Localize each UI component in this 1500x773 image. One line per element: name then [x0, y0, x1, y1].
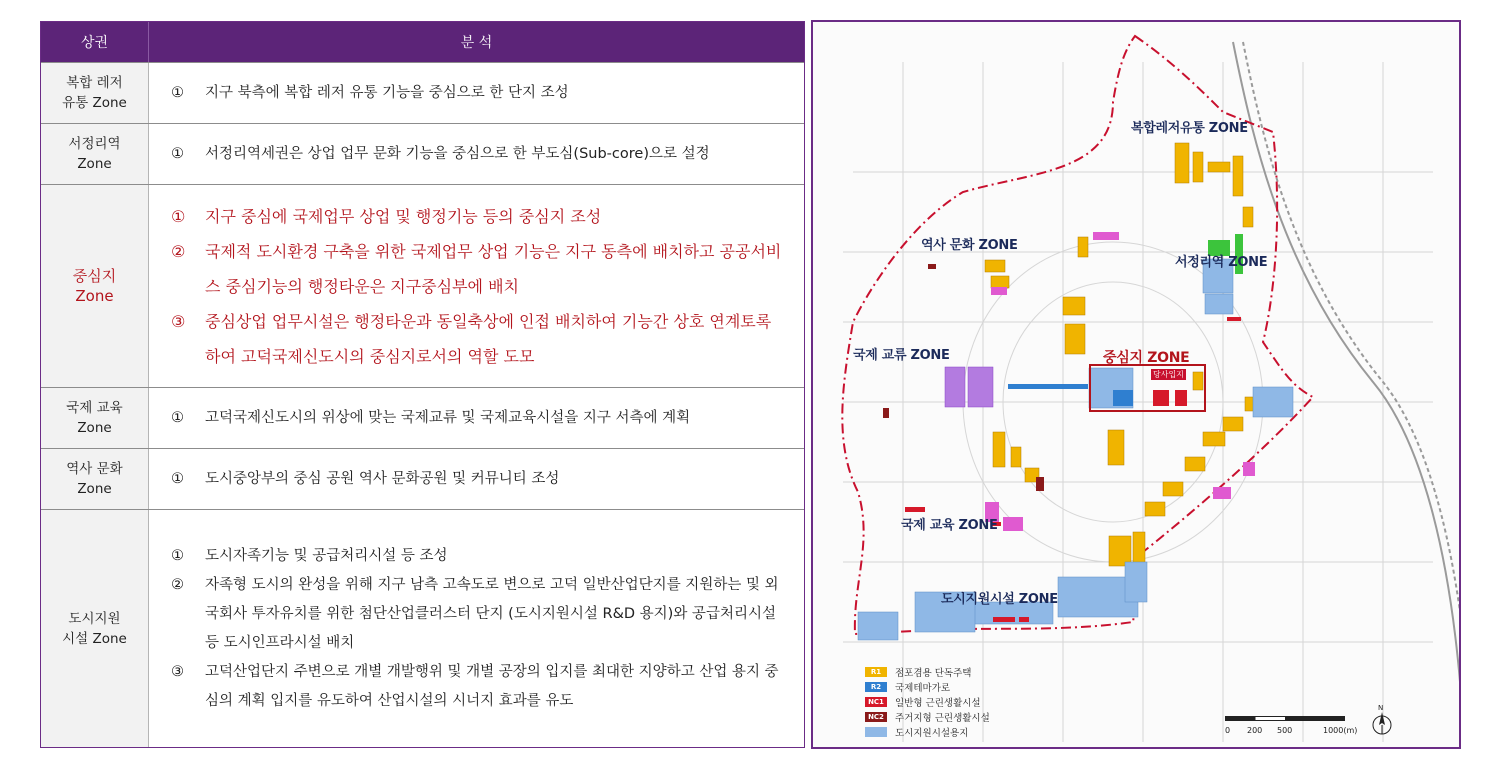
- zone-name-line: Zone: [77, 156, 112, 172]
- zone-cell: [41, 388, 149, 448]
- zone-cell: [41, 510, 149, 747]
- list-item: [171, 658, 782, 716]
- legend-item: [865, 664, 1065, 679]
- list-item: [171, 542, 782, 571]
- zone-name-line: 도시지원: [68, 610, 121, 627]
- zone-name-line: 중심지: [72, 267, 117, 285]
- site-tag: 당사입지: [1153, 370, 1184, 379]
- support-parcels: [858, 259, 1293, 640]
- legend-swatch: R1: [865, 667, 887, 677]
- zone-name-line: Zone: [77, 420, 112, 436]
- item-number: ③: [171, 663, 184, 680]
- analysis-cell: [149, 388, 804, 448]
- zone-name-line: 복합 레저: [66, 75, 123, 91]
- zone-label-support: 도시지원시설 ZONE: [941, 592, 1058, 607]
- list-item: [171, 468, 782, 490]
- zone-name-line: 유통 Zone: [62, 95, 127, 111]
- analysis-cell: [149, 63, 804, 123]
- list-item: [171, 304, 782, 374]
- zone-name-line: 역사 문화: [66, 461, 123, 477]
- item-text: 자족형 도시의 완성을 위해 지구 남측 고속도로 변으로 고덕 일반산업단지를 지원하는 및 외국회사 투자유치를 위한 첨단산업클러스터 단지 (도시지원시설 R&D 용지)와 공급처리시설 등 도시인프라시설 배치: [205, 576, 779, 651]
- zone-name-line: 시설 Zone: [62, 630, 127, 647]
- header-zone: 상권: [41, 22, 149, 62]
- table-row: [41, 509, 804, 747]
- zoning-map: [811, 20, 1461, 749]
- street-grid: [843, 62, 1433, 742]
- legend-swatch: NC1: [865, 697, 887, 707]
- list-item: [171, 407, 782, 429]
- zone-cell: [41, 449, 149, 509]
- item-number: ①: [171, 471, 184, 487]
- list-item: [171, 143, 782, 165]
- item-text: 도시중앙부의 중심 공원 역사 문화공원 및 커뮤니티 조성: [205, 471, 560, 487]
- list-item: [171, 234, 782, 304]
- legend-label: 도시지원시설용지: [895, 727, 969, 739]
- item-text: 국제적 도시환경 구축을 위한 국제업무 상업 기능은 지구 동측에 배치하고 공공서비스 중심기능의 행정타운은 지구중심부에 배치: [205, 241, 782, 296]
- zone-label-station: 서정리역 ZONE: [1175, 255, 1268, 270]
- legend-label: 국제테마가로: [895, 682, 951, 694]
- zone-name-line: 국제 교육: [66, 400, 123, 416]
- item-number: ①: [171, 146, 184, 162]
- table-row: [41, 62, 804, 123]
- table-row: [41, 184, 804, 387]
- legend-label: 주거지형 근린생활시설: [895, 712, 990, 724]
- north-label: N: [1378, 704, 1384, 712]
- legend-item: [865, 694, 1065, 709]
- item-number: ②: [171, 241, 186, 261]
- analysis-table: [40, 21, 805, 748]
- item-text: 지구 중심에 국제업무 상업 및 행정기능 등의 중심지 조성: [205, 206, 602, 226]
- item-number: ②: [171, 576, 184, 593]
- zone-cell: [41, 124, 149, 184]
- item-text: 도시자족기능 및 공급처리시설 등 조성: [205, 547, 448, 564]
- zone-cell: [41, 63, 149, 123]
- table-header: [41, 22, 804, 62]
- legend-item: [865, 724, 1065, 739]
- zone-label-history: 역사 문화 ZONE: [921, 238, 1018, 253]
- map-legend: [865, 664, 1065, 739]
- analysis-cell: [149, 449, 804, 509]
- legend-swatch: NC2: [865, 712, 887, 722]
- zone-label-center: 중심지 ZONE: [1103, 350, 1190, 366]
- legend-swatch: R2: [865, 682, 887, 692]
- legend-item: [865, 709, 1065, 724]
- table-row: [41, 387, 804, 448]
- analysis-cell: [149, 510, 804, 747]
- table-row: [41, 123, 804, 184]
- list-item: [171, 199, 782, 234]
- table-row: [41, 448, 804, 509]
- item-number: ①: [171, 206, 186, 226]
- legend-label: 점포겸용 단독주택: [895, 667, 972, 679]
- scale-bar: [1225, 716, 1358, 746]
- railway-lines: [1233, 42, 1461, 722]
- scale-label: 1000(m): [1323, 726, 1358, 735]
- item-text: 서정리역세권은 상업 업무 문화 기능을 중심으로 한 부도심(Sub-core)으로 설정: [205, 146, 710, 162]
- zone-name-line: Zone: [75, 287, 114, 305]
- scale-label: 0: [1225, 726, 1231, 735]
- zone-name-line: 서정리역: [68, 136, 121, 152]
- scale-label: 500: [1277, 726, 1293, 735]
- list-item: [171, 571, 782, 658]
- zone-label-exchange: 국제 교류 ZONE: [853, 348, 950, 363]
- item-text: 고덕산업단지 주변으로 개별 개발행위 및 개별 공장의 입지를 최대한 지양하고 산업 용지 중심의 계획 입지를 유도하여 산업시설의 시너지 효과를 유도: [205, 663, 779, 709]
- exchange-parcels: [945, 367, 993, 407]
- zone-cell: [41, 185, 149, 387]
- zone-label-leisure: 복합레저유통 ZONE: [1131, 121, 1248, 136]
- north-arrow-icon: [1371, 704, 1393, 736]
- list-item: [171, 82, 782, 104]
- header-analysis: 분 석: [460, 35, 493, 51]
- zone-name-line: Zone: [77, 481, 112, 497]
- item-number: ③: [171, 311, 186, 331]
- scale-graphic: [1225, 716, 1345, 721]
- analysis-cell: [149, 185, 804, 387]
- item-text: 중심상업 업무시설은 행정타운과 동일축상에 인접 배치하여 기능간 상호 연계토록 하여 고덕국제신도시의 중심지로서의 역할 도모: [205, 311, 772, 366]
- item-text: 고덕국제신도시의 위상에 맞는 국제교류 및 국제교육시설을 지구 서측에 계획: [205, 410, 691, 426]
- legend-item: [865, 679, 1065, 694]
- scale-label: 200: [1247, 726, 1263, 735]
- analysis-cell: [149, 124, 804, 184]
- legend-swatch: [865, 727, 887, 737]
- zone-label-education: 국제 교육 ZONE: [901, 518, 998, 533]
- item-number: ①: [171, 85, 184, 101]
- item-number: ①: [171, 547, 184, 564]
- legend-label: 일반형 근린생활시설: [895, 697, 981, 709]
- item-number: ①: [171, 410, 184, 426]
- item-text: 지구 북측에 복합 레저 유통 기능을 중심으로 한 단지 조성: [205, 85, 569, 101]
